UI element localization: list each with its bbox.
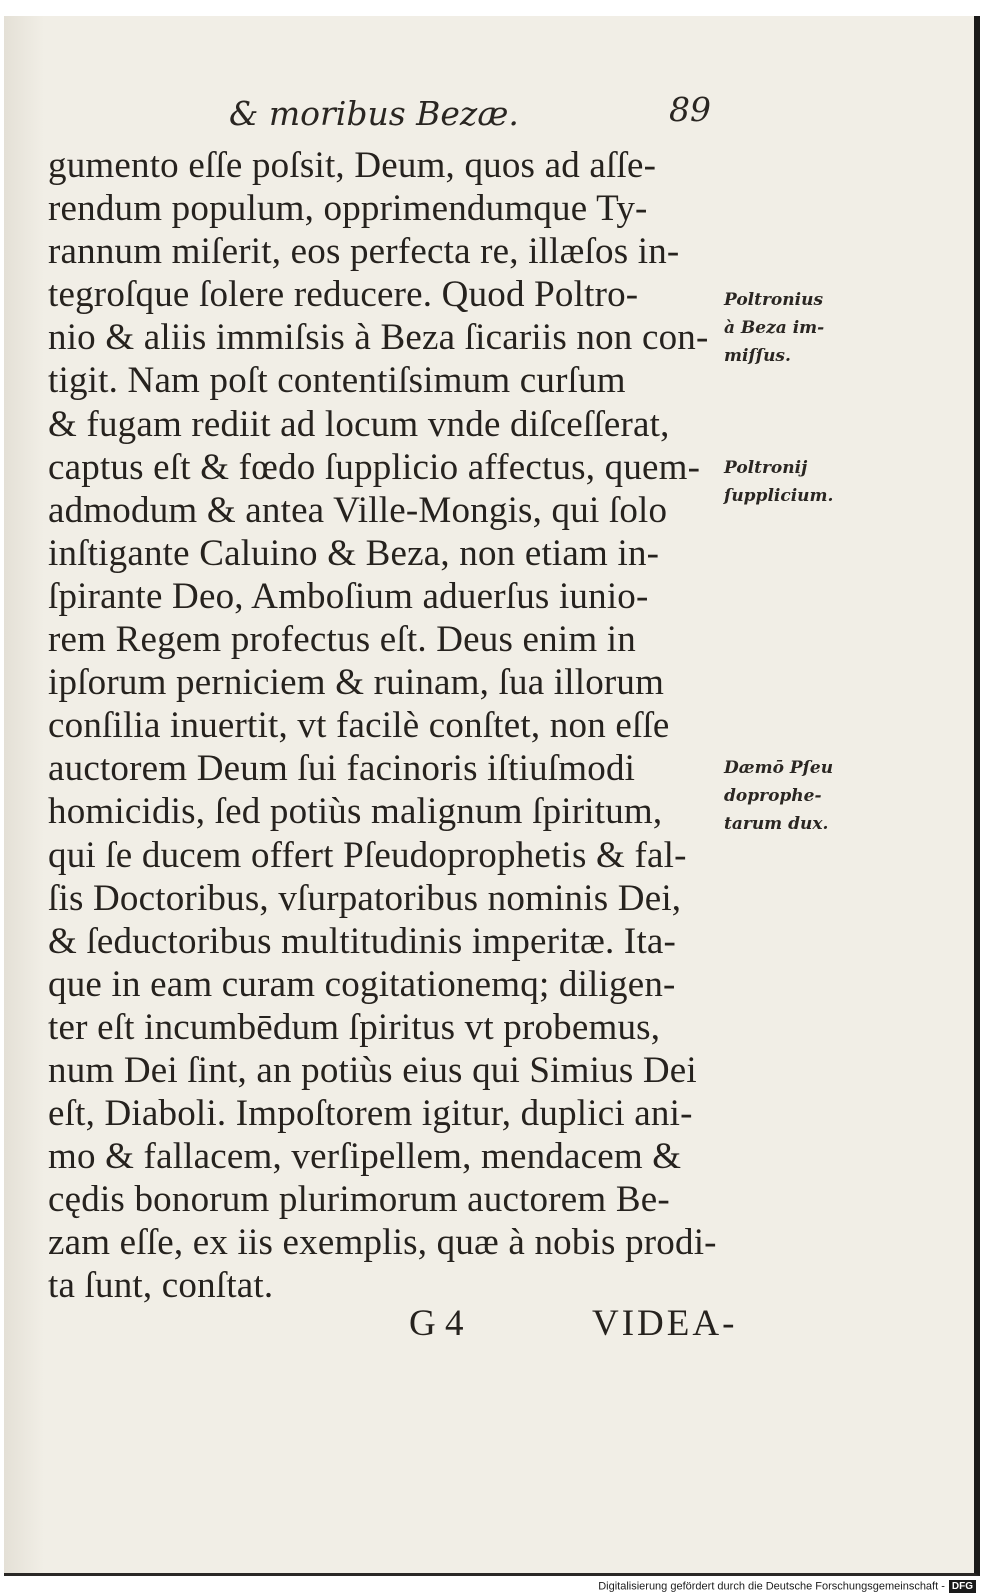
text-line: gumento eſſe poſsit, Deum, quos ad aſſe-	[48, 145, 657, 186]
digitization-credit	[598, 1580, 976, 1593]
text-line: rem Regem profectus eſt. Deus enim in	[48, 619, 636, 661]
text-line: admodum & antea Ville-Mongis, qui ſolo	[48, 489, 668, 531]
text-line: ſpirante Deo, Amboſium aduerſus iunio-	[48, 575, 649, 617]
marginal-note-line: Poltronij	[724, 458, 808, 478]
text-line: num Dei ſint, an potiùs eius qui Simius Dei	[48, 1049, 697, 1091]
page-number: 89	[669, 90, 711, 129]
text-line: nio & aliis immiſsis à Beza ſicariis non con-	[48, 317, 709, 359]
marginal-note-line: Poltronius	[724, 290, 824, 310]
marginal-note	[724, 286, 824, 370]
text-line: auctorem Deum ſui facinoris iſtiuſmodi	[48, 748, 636, 790]
text-line: qui ſe ducem offert Pſeudoprophetis & fal-	[48, 834, 687, 876]
marginal-note-line: doprophe-	[724, 786, 822, 806]
text-line: tegroſque ſolere reducere. Quod Poltro-	[48, 274, 639, 316]
text-line: que in eam curam cogitationemq; diligen-	[48, 963, 676, 1005]
text-line: ipſorum perniciem & ruinam, ſua illorum	[48, 662, 665, 704]
book-page	[4, 16, 980, 1576]
dfg-logo: DFG	[949, 1580, 976, 1593]
text-line: & ſeductoribus multitudinis imperitæ. Ita-	[48, 920, 677, 962]
text-line: cędis bonorum plurimorum auctorem Be-	[48, 1179, 670, 1221]
marginal-note-line: à Beza im-	[724, 318, 825, 338]
text-line: ſis Doctoribus, vſurpatoribus nominis Dei,	[48, 877, 682, 919]
text-line: homicidis, ſed potiùs malignum ſpiritum,	[48, 791, 663, 833]
text-line: ta ſunt, conſtat.	[48, 1265, 274, 1307]
text-line: inſtigante Caluino & Beza, non etiam in-	[48, 532, 660, 574]
text-line: ter eſt incumbēdum ſpiritus vt probemus,	[48, 1006, 661, 1048]
catchword: VIDEA-	[592, 1303, 738, 1344]
text-line: eſt, Diaboli. Impoſtorem igitur, duplici ani-	[48, 1093, 693, 1135]
marginal-note-line: ſupplicium.	[724, 486, 834, 506]
text-line: rannum miſerit, eos perfecta re, illæſos in-	[48, 231, 680, 273]
text-line: captus eſt & fœdo ſupplicio affectus, quem-	[48, 446, 701, 488]
running-head: & moribus Bezæ.	[229, 94, 519, 133]
marginal-note-line: miſſus.	[724, 346, 791, 366]
credit-text: Digitalisierung gefördert durch die Deutsche Forschungsgemeinschaft -	[598, 1580, 945, 1593]
text-line: zam eſſe, ex iis exemplis, quæ à nobis prodi-	[48, 1222, 717, 1264]
text-line: mo & fallacem, verſipellem, mendacem &	[48, 1136, 682, 1178]
marginal-note	[724, 754, 833, 838]
text-line: tigit. Nam poſt contentiſsimum curſum	[48, 360, 626, 402]
marginal-note	[724, 454, 833, 510]
page-gutter-shade	[4, 16, 44, 1573]
text-line: rendum populum, opprimendumque Ty-	[48, 188, 648, 230]
signature-mark: G 4	[409, 1303, 464, 1344]
marginal-note-line: Dæmō Pſeu	[724, 758, 834, 778]
marginal-note-line: tarum dux.	[724, 814, 829, 834]
text-line: conſilia inuertit, vt facilè conſtet, non eſſe	[48, 705, 670, 747]
text-line: & fugam rediit ad locum vnde diſceſſerat,	[48, 403, 670, 445]
body-text	[48, 144, 723, 1308]
